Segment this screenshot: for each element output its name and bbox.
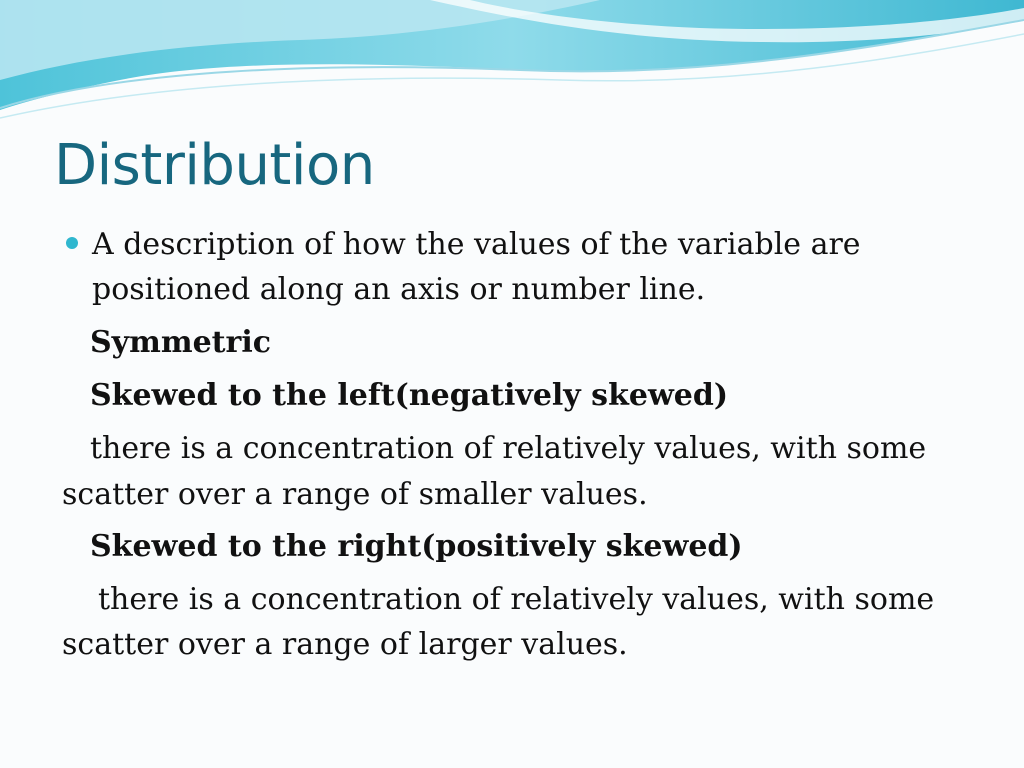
header-wave-decoration	[0, 0, 1024, 130]
symmetric-heading: Symmetric	[90, 325, 271, 360]
bullet-text-line2: positioned along an axis or number line.	[92, 272, 706, 307]
skew-left-line1: there is a concentration of relatively values, with some	[90, 431, 927, 466]
skew-right-line1: there is a concentration of relatively values, with some	[98, 582, 935, 617]
skew-right-line2: scatter over a range of larger values.	[62, 627, 628, 662]
skew-left-line2: scatter over a range of smaller values.	[62, 477, 648, 512]
bullet-text-line1: A description of how the values of the variable are	[92, 227, 861, 262]
skew-left-heading: Skewed to the left(negatively skewed)	[90, 378, 729, 413]
bullet-icon	[66, 237, 78, 249]
skew-right-heading: Skewed to the right(positively skewed)	[90, 529, 743, 564]
slide-title: Distribution	[54, 133, 375, 198]
